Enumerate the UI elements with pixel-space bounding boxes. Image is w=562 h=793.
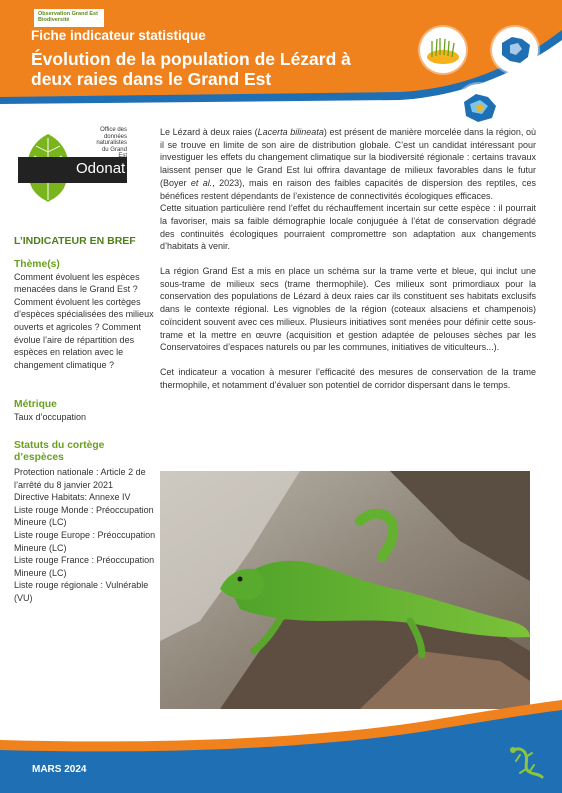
- lizard-icon: [506, 741, 548, 781]
- intro-text: , 2023), mais en raison des faibles capacités de dispersion des reptiles, ces bénéfices restent dépendants de l’existence de connectivités écologiques efficaces.: [160, 177, 536, 201]
- metric-heading: Métrique: [14, 399, 57, 411]
- publication-date: MARS 2024: [32, 764, 87, 775]
- status-line: Liste rouge régionale : Vulnérable (VU): [14, 580, 149, 603]
- status-line: Protection nationale : Article 2 de l’arrêté du 8 janvier 2021: [14, 466, 146, 490]
- document-kicker: Fiche indicateur statistique: [31, 28, 206, 43]
- green-lizard-photo: [160, 471, 530, 709]
- indicator-summary: [14, 235, 156, 604]
- status-line: Liste rouge Europe : Préoccupation Mineure (LC): [14, 529, 156, 553]
- theme-text: Comment évoluent les espèces menacées dans le Grand Est ? Comment évoluent les cortèges d’espèces spécialisées des milieux ouverts et agricoles ? Comment évolue l’aire de répartition des espèces en relation avec le changement climatique ?: [14, 271, 154, 370]
- citation-etal: et al.: [190, 177, 213, 188]
- species-name: Lacerta bilineata: [257, 127, 324, 137]
- status-line: Liste rouge France : Préoccupation Mineure (LC): [14, 555, 155, 578]
- observatory-logo-text: Observation Grand Est Biodiversité: [38, 11, 98, 23]
- metric-text: Taux d’occupation: [14, 412, 87, 423]
- brand-name: Odonat: [76, 160, 126, 177]
- network-map-icon: [456, 84, 502, 130]
- paragraph-trame: La région Grand Est a mis en place un schéma sur la trame verte et bleue, qui inclut une sous-trame de milieux secs (trame thermophile). Ces milieux sont primordiaux pour la conservation des populations de Lézard à deux raies car ils constituent ses habitats exclusifs dans le contexte régional. Les vignobles de la région (coteaux alsaciens et champenois) coïncident souvent avec ces milieux. Plusieurs initiatives sont menées pour définir cette sous-trame et la mettre en œuvre (acquisition et gestion adaptée de pelouses sèches par les Conservatoires d’espaces naturels ou par les communes, initiatives de viticulteurs...).: [160, 266, 536, 353]
- paragraph-situation: Cette situation particulière rend l’effet du réchauffement incertain sur cette espèce : il pourrait la favoriser, mais sa faible démographie locale conjuguée à l’état de conservation dégradé des continuités écologiques pourraient compromettre son adaptation aux changements d’habitats à venir.: [160, 203, 536, 252]
- paragraph-purpose: Cet indicateur a vocation à mesurer l’efficacité des mesures de conservation de la trame thermophile, et notamment d’évaluer son potentiel de corridor dispersant dans le temps.: [160, 366, 536, 390]
- observatory-logo: [34, 9, 104, 27]
- footer-banner: [0, 700, 562, 793]
- habitat-icon: [420, 27, 466, 73]
- status-heading: Statuts du cortège d’espèces: [14, 439, 105, 463]
- region-map-icon: [492, 27, 538, 73]
- summary-title: L’INDICATEUR EN BREF: [14, 235, 136, 247]
- main-text: [160, 126, 536, 391]
- intro-text: ) est présent de manière morcelée dans la région, où il se trouve en limite de son aire de distribution globale. C’est un candidat intéressant pour investiguer les effets du changement climatique sur la biodiversité régionale : certains travaux laissent penser que le Grand Est lui offrira davantage de milieux favorables dans le futur (Boyer: [160, 127, 537, 188]
- paragraph-intro: [160, 126, 536, 202]
- theme-heading: Thème(s): [14, 258, 60, 270]
- status-line: Directive Habitats: Annexe IV: [14, 492, 131, 503]
- page-title: Évolution de la population de Lézard à deux raies dans le Grand Est: [31, 49, 351, 89]
- status-line: Liste rouge Monde : Préoccupation Mineure (LC): [14, 504, 154, 528]
- intro-text: Le Lézard à deux raies (: [160, 127, 258, 137]
- brand-office-text: Office des données naturalistes du Grand Est: [96, 127, 127, 159]
